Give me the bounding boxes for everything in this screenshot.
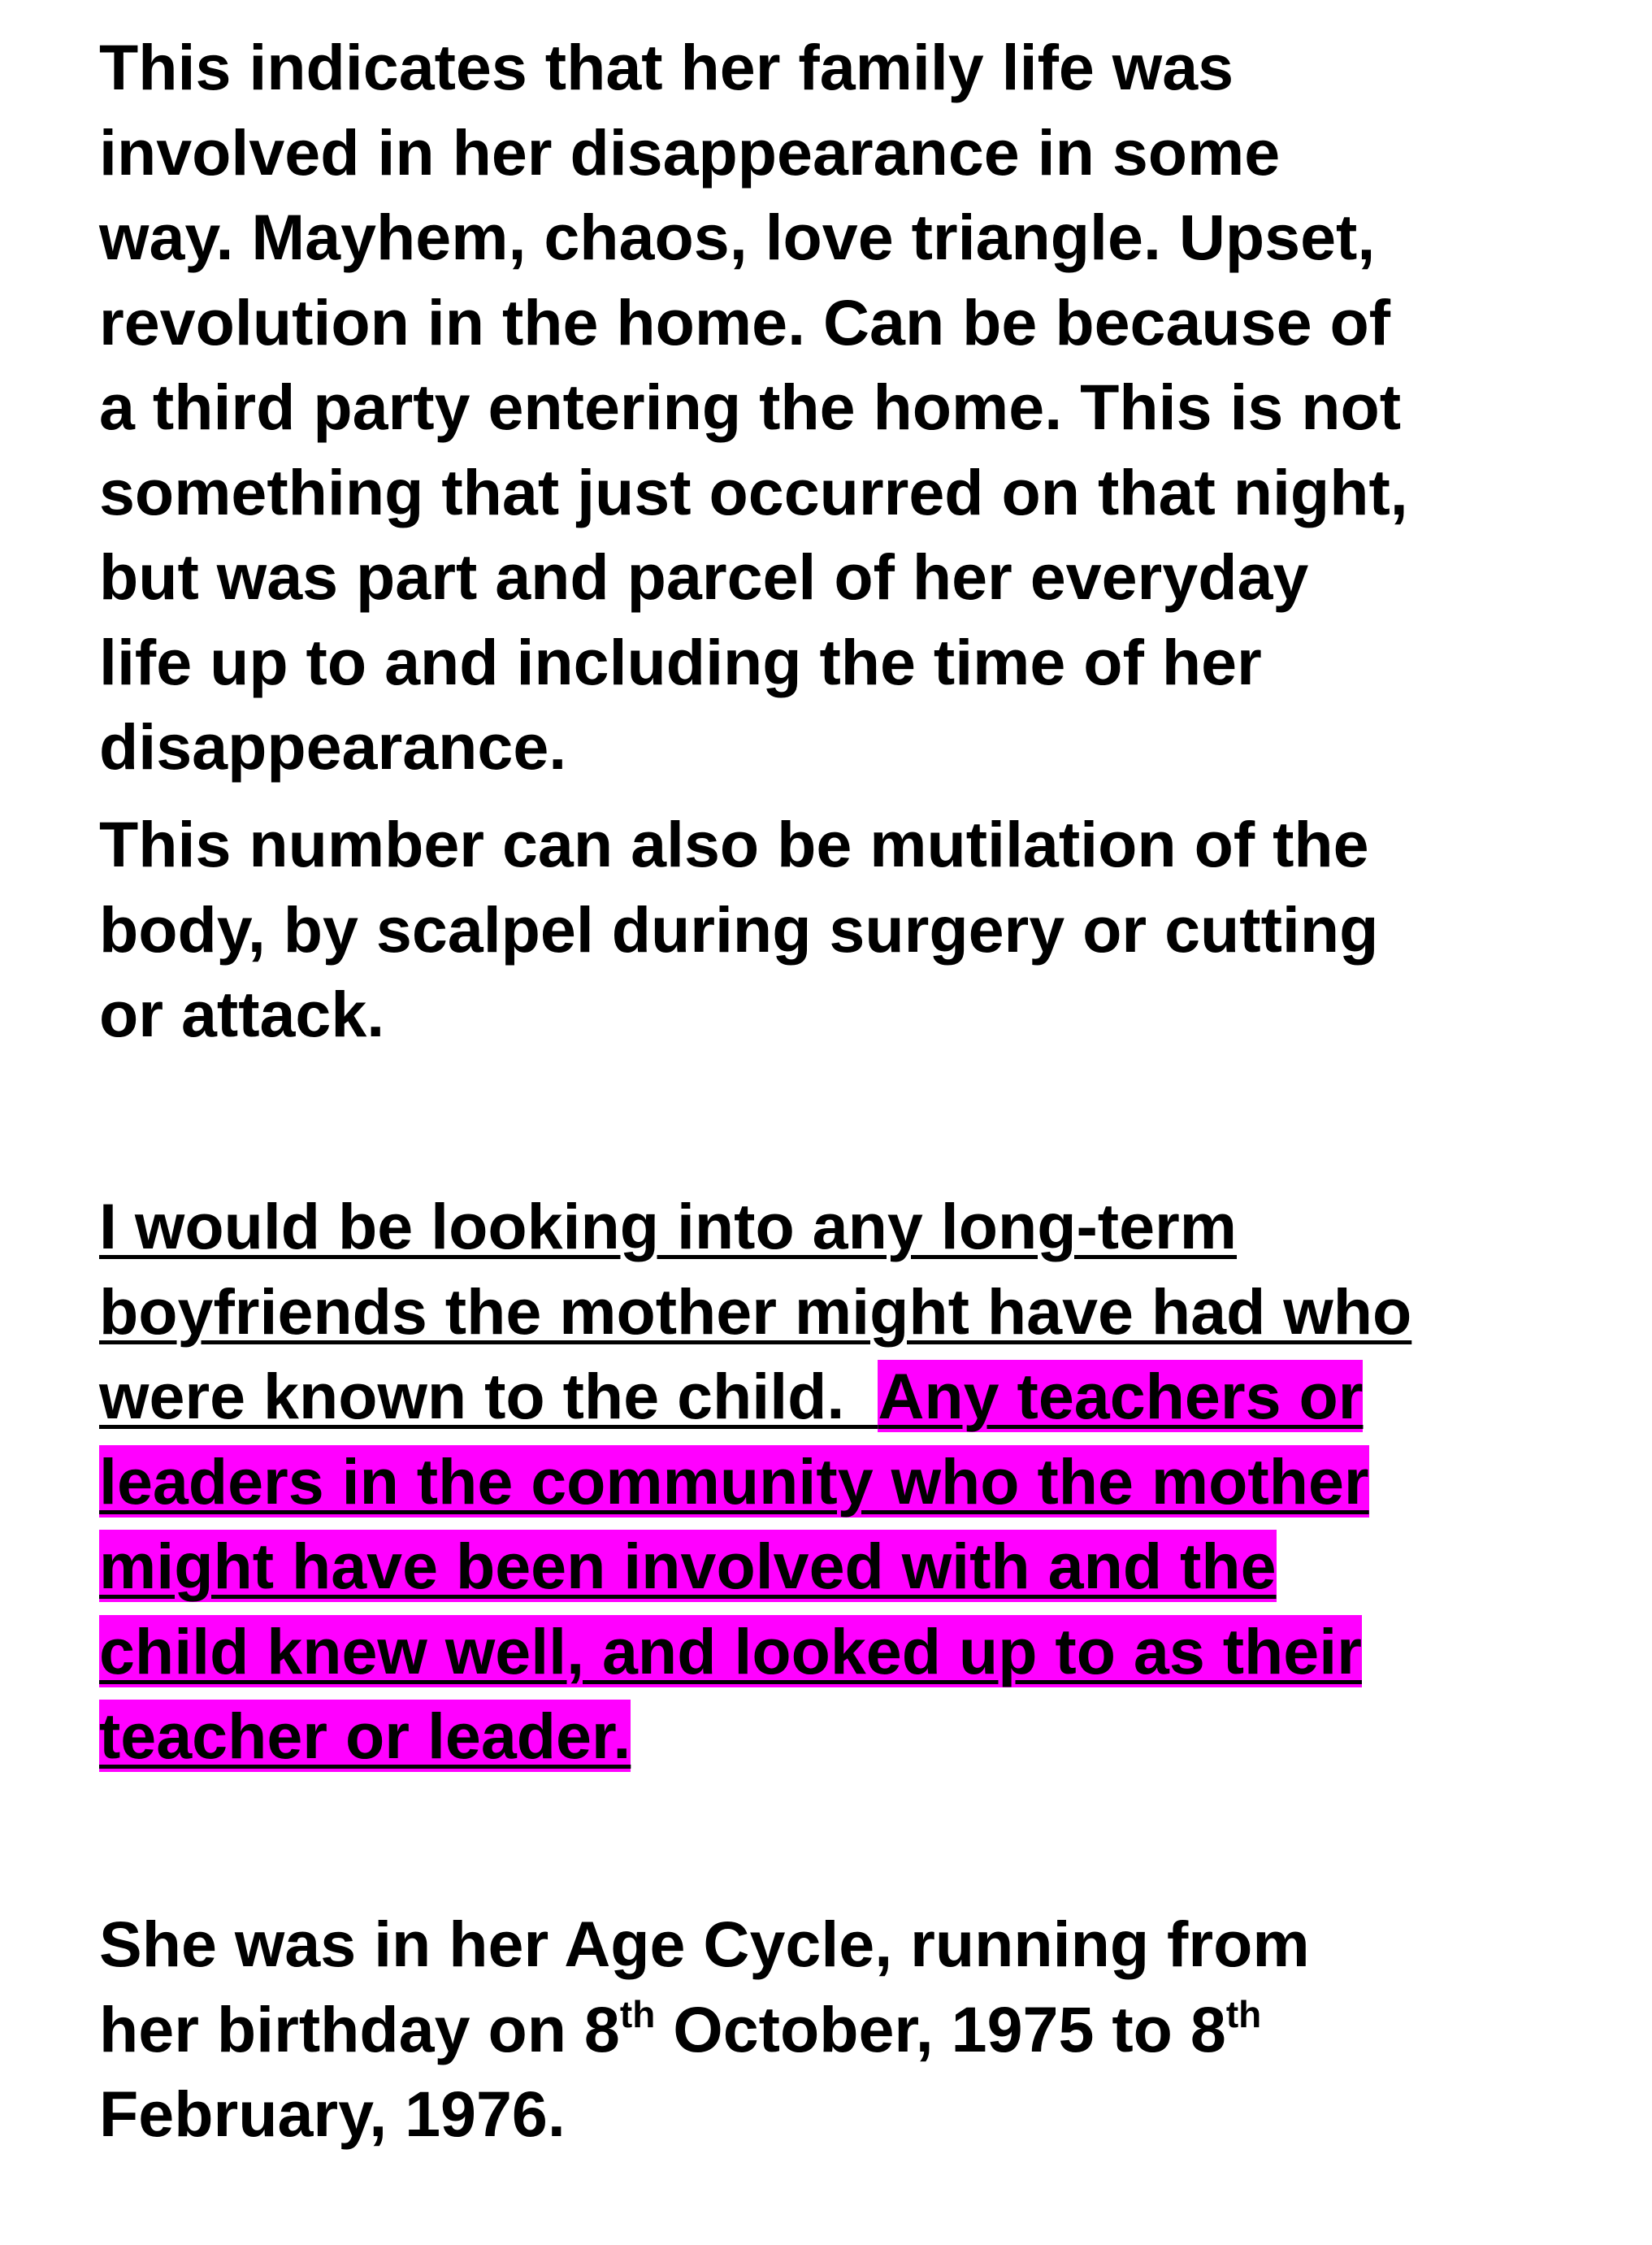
text-line: something that just occurred on that night, (99, 455, 1408, 528)
text-line (99, 1270, 1411, 1355)
underlined-text: I would be looking into any long-term (99, 1190, 1238, 1262)
text-line: disappearance. (99, 710, 567, 783)
highlighted-text: Any teachers or (878, 1360, 1364, 1432)
text-line: but was part and parcel of her everyday (99, 541, 1309, 613)
text-line (99, 1439, 1411, 1525)
text-line: body, by scalpel during surgery or cutting (99, 892, 1379, 966)
text-line (99, 1184, 1411, 1270)
underlined-text: boyfriends the mother might have had who (99, 1274, 1412, 1348)
text-line: This indicates that her family life was (99, 31, 1234, 103)
text-line: February, 1976. (99, 2078, 566, 2150)
text-line: way. Mayhem, chaos, love triangle. Upset, (99, 201, 1376, 273)
ordinal-suffix: th (619, 1992, 656, 2035)
text-line: revolution in the home. Can be because of (99, 285, 1391, 358)
text-fragment: October, 1975 to 8 (655, 1992, 1226, 2065)
text-line (99, 1987, 1310, 2073)
paragraph-family-life (99, 25, 1408, 790)
text-line (99, 1354, 1411, 1439)
highlighted-text: might have been involved with and the (99, 1530, 1277, 1602)
paragraph-age-cycle (99, 1902, 1310, 2157)
highlighted-text: leaders in the community who the mother (99, 1444, 1369, 1518)
text-line: She was in her Age Cycle, running from (99, 1908, 1310, 1980)
text-line (99, 1524, 1411, 1609)
text-line: a third party entering the home. This is not (99, 371, 1402, 443)
ordinal-suffix: th (1225, 1992, 1262, 2035)
text-line: life up to and including the time of her (99, 625, 1262, 698)
text-line: or attack. (99, 978, 385, 1050)
highlighted-text: child knew well, and looked up to as their (99, 1614, 1362, 1687)
text-fragment: her birthday on 8 (99, 1992, 620, 2065)
paragraph-mutilation (99, 802, 1378, 1057)
underlined-text (99, 1360, 1363, 1432)
text-line: This number can also be mutilation of the (99, 808, 1369, 880)
paragraph-investigation-note (99, 1184, 1411, 1779)
text-line: involved in her disappearance in some (99, 115, 1281, 189)
highlighted-text: teacher or leader. (99, 1700, 631, 1772)
plain-text: were known to the child. (99, 1360, 878, 1432)
text-line (99, 1694, 1411, 1779)
text-line (99, 1609, 1411, 1695)
